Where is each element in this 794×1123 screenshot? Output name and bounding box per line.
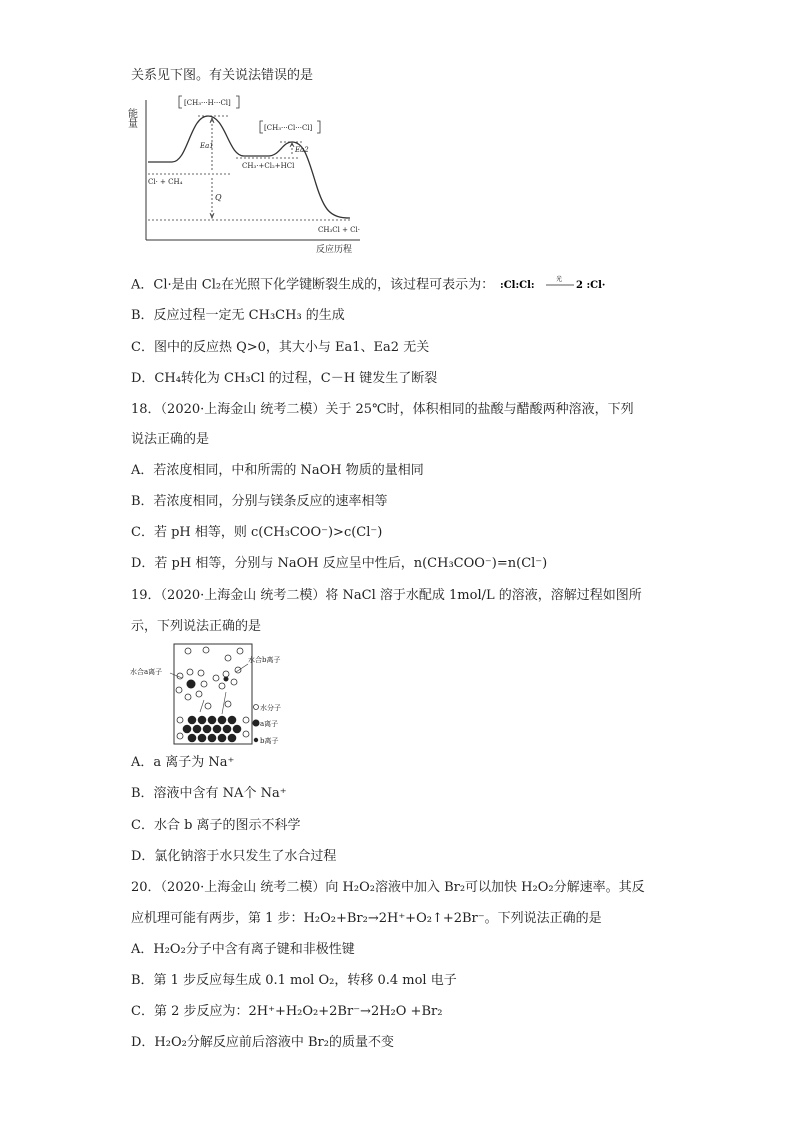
hydrated-a-label: 水合a离子 [130, 668, 163, 676]
hydrated-b-label: 水合b离子 [248, 656, 281, 664]
q19-option-d[interactable]: D．氯化钠溶于水只发生了水合过程 [131, 849, 337, 864]
intermediate-label: CH₃·+Cl₂+HCl [242, 162, 295, 170]
reactants-label: Cl· + CH₄ [148, 178, 183, 186]
q17-option-d[interactable]: D．CH₄转化为 CH₃Cl 的过程，C－H 键发生了断裂 [131, 371, 438, 386]
homolysis-formula [498, 276, 610, 294]
q18-option-b[interactable]: B．若浓度相同，分别与镁条反应的速率相等 [131, 494, 388, 509]
q18-option-d[interactable]: D．若 pH 相等，分别与 NaOH 反应呈中性后，n(CH₃COO⁻)=n(Cl⁻) [131, 556, 548, 571]
hydrated-a-ion [187, 680, 196, 689]
products-label: CH₃Cl + Cl· [318, 226, 360, 234]
q17-option-c[interactable]: C．图中的反应热 Q>0，其大小与 Ea1、Ea2 无关 [131, 340, 430, 355]
q20-stem-line1: 20．（2020·上海金山 统考二模）向 H₂O₂溶液中加入 Br₂可以加快 H₂O₂分解速率。其反 [131, 880, 645, 895]
ea1-label: Ea1 [200, 142, 214, 150]
q20-option-a[interactable]: A．H₂O₂分子中含有离子键和非极性键 [131, 942, 355, 957]
formula-arrow-label: 光 [556, 276, 563, 283]
x-axis-label: 反应历程 [316, 245, 353, 255]
q18-stem-line2: 说法正确的是 [131, 432, 210, 447]
water-legend-icon [254, 705, 259, 710]
hydrated-b-ion [224, 677, 229, 682]
ea2-label: Ea2 [295, 146, 309, 154]
q-label: Q [215, 193, 222, 202]
q20-stem-line2: 应机理可能有两步，第 1 步：H₂O₂+Br₂→2H⁺+O₂↑+2Br⁻。下列说法正确的是 [131, 911, 602, 926]
q18-stem-line1: 18．（2020·上海金山 统考二模）关于 25℃时，体积相同的盐酸与醋酸两种溶液，下列 [131, 402, 634, 417]
energy-profile-diagram [125, 92, 368, 260]
q18-option-a[interactable]: A．若浓度相同，中和所需的 NaOH 物质的量相同 [131, 463, 424, 478]
q20-option-b[interactable]: B．第 1 步反应每生成 0.1 mol O₂，转移 0.4 mol 电子 [131, 973, 457, 988]
q19-option-c[interactable]: C．水合 b 离子的图示不科学 [131, 818, 301, 833]
legend-b: b离子 [260, 737, 279, 745]
nacl-dissolution-diagram [130, 642, 286, 748]
ts2-label: [CH₃···Cl···Cl] [264, 124, 313, 132]
q19-option-b[interactable]: B．溶液中含有 NA个 Na⁺ [131, 786, 287, 801]
q20-option-d[interactable]: D．H₂O₂分解反应前后溶液中 Br₂的质量不变 [131, 1035, 394, 1050]
q17-intro: 关系见下图。有关说法错误的是 [131, 68, 314, 83]
q17-option-a[interactable] [131, 276, 610, 294]
ts1-label: [CH₃···H···Cl] [184, 99, 231, 107]
q19-stem-line1: 19．（2020·上海金山 统考二模）将 NaCl 溶于水配成 1mol/L 的溶液，溶解过程如图所 [131, 588, 642, 603]
q19-option-a[interactable]: A．a 离子为 Na⁺ [131, 755, 235, 770]
q18-option-c[interactable]: C．若 pH 相等，则 c(CH₃COO⁻)>c(Cl⁻) [131, 525, 383, 540]
legend-water: 水分子 [260, 704, 281, 712]
q19-stem-line2: 示，下列说法正确的是 [131, 619, 262, 634]
b-ion-legend-icon [254, 738, 258, 742]
legend-a: a离子 [260, 720, 279, 728]
formula-left: :Cl:Cl: [500, 280, 535, 291]
formula-right: 2 :Cl· [576, 280, 606, 291]
q20-option-c[interactable]: C．第 2 步反应为：2H⁺+H₂O₂+2Br⁻→2H₂O +Br₂ [131, 1004, 443, 1019]
q17-option-a-text: A．Cl·是由 Cl₂在光照下化学键断裂生成的，该过程可表示为： [131, 277, 495, 293]
q17-option-b[interactable]: B．反应过程一定无 CH₃CH₃ 的生成 [131, 308, 345, 323]
a-ion-legend-icon [253, 720, 260, 727]
y-axis-label-1: 能量 [125, 108, 137, 128]
